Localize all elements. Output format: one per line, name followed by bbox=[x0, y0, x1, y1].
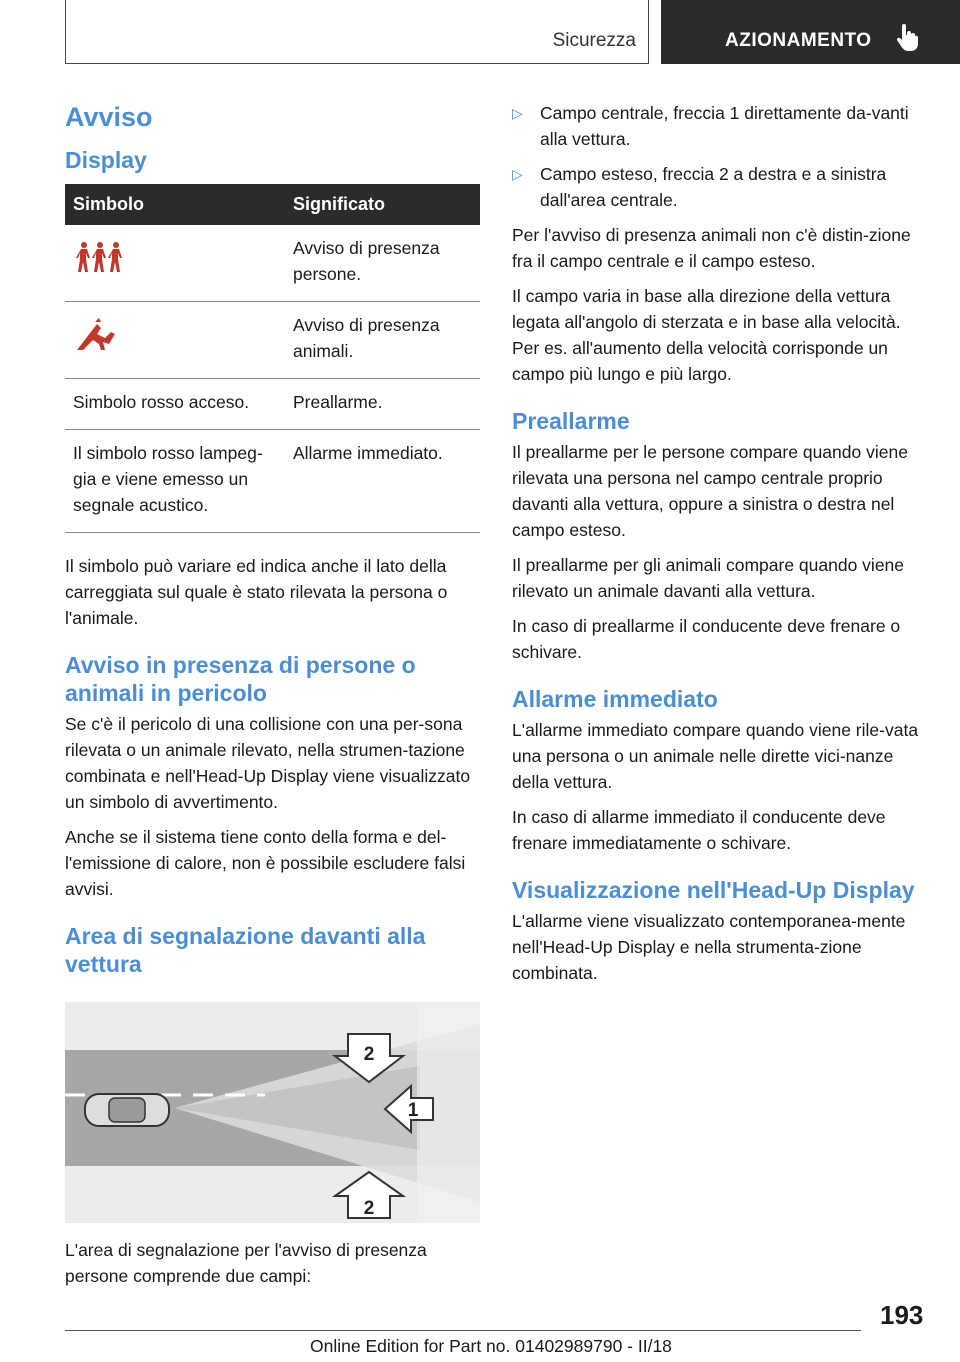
hud-heading: Visualizzazione nell'Head-Up Display bbox=[512, 877, 915, 903]
paragraph-hud: L'allarme viene visualizzato contemporanea-mente nell'Head-Up Display e nella strumenta-zione combinata. bbox=[512, 911, 906, 983]
prealarm-heading: Preallarme bbox=[512, 408, 630, 434]
table-cell-meaning: Avviso di presenza animali. bbox=[285, 302, 480, 379]
paragraph-false-alarms: Anche se il sistema tiene conto della forma e del-l'emissione di calore, non è possibile escludere falsi avvisi. bbox=[65, 827, 466, 899]
table-row bbox=[65, 379, 480, 430]
list-item: ▷ Campo centrale, freccia 1 direttamente da-vanti alla vettura. bbox=[512, 100, 926, 152]
chapter-tab-label: AZIONAMENTO bbox=[725, 30, 872, 51]
symbol-table bbox=[65, 184, 480, 533]
svg-text:2: 2 bbox=[363, 1044, 375, 1065]
table-cell-meaning: Allarme immediato. bbox=[285, 430, 480, 533]
immediate-alarm-heading: Allarme immediato bbox=[512, 686, 718, 712]
bullet-triangle-icon: ▷ bbox=[512, 166, 523, 182]
left-column bbox=[65, 100, 480, 1298]
paragraph-prealarm-action: In caso di preallarme il conducente deve frenare o schivare. bbox=[512, 616, 901, 662]
table-row bbox=[65, 302, 480, 379]
table-row bbox=[65, 430, 480, 533]
pointing-hand-icon bbox=[897, 24, 919, 52]
car-icon bbox=[85, 1094, 169, 1126]
paragraph-animal-field: Per l'avviso di presenza animali non c'è distin-zione fra il campo centrale e il campo esteso. bbox=[512, 225, 911, 271]
table-cell-symbol: Simbolo rosso acceso. bbox=[65, 379, 285, 430]
table-row bbox=[65, 225, 480, 302]
footer-edition: Online Edition for Part no. 01402989790 - II/18 bbox=[310, 1336, 672, 1356]
paragraph-symbol-info: Il simbolo può variare ed indica anche il lato della carreggiata sul quale è stato rilevata la persona o l'animale. bbox=[65, 556, 448, 628]
bullet-triangle-icon: ▷ bbox=[512, 105, 523, 121]
page-number: 193 bbox=[880, 1300, 924, 1330]
warning-area-heading: Area di segnalazione davanti alla vettura bbox=[65, 923, 426, 977]
table-header-symbol: Simbolo bbox=[65, 184, 285, 225]
header-section-box bbox=[65, 0, 649, 64]
table-cell-meaning: Preallarme. bbox=[285, 379, 480, 430]
paragraph-collision: Se c'è il pericolo di una collisione con una per-sona rilevata o un animale rilevato, nella strumen-tazione combinata e nell'Head-Up Display viene visualizzato un simbolo di avvertimento. bbox=[65, 714, 471, 812]
paragraph-immediate-action: In caso di allarme immediato il conducente deve frenare immediatamente o schivare. bbox=[512, 807, 886, 853]
paragraph-field-variation: Il campo varia in base alla direzione della vettura legata all'angolo di sterzata e in base alla velocità. Per es. all'aumento della velocità corrisponde un campo più lungo e più largo. bbox=[512, 286, 901, 384]
paragraph-prealarm-animals: Il preallarme per gli animali compare quando viene rilevato un animale davanti alla vettura. bbox=[512, 555, 905, 601]
warning-area-diagram bbox=[65, 1002, 480, 1223]
list-item: ▷ Campo esteso, freccia 2 a destra e a sinistra dall'area centrale. bbox=[512, 161, 926, 213]
paragraph-immediate-alarm: L'allarme immediato compare quando viene rile-vata una persona o un animale nelle dirette vici-nanze della vettura. bbox=[512, 720, 919, 792]
svg-text:1: 1 bbox=[407, 1100, 419, 1121]
table-header-meaning: Significato bbox=[285, 184, 480, 225]
chapter-tab[interactable] bbox=[661, 0, 960, 64]
footer-divider bbox=[65, 1330, 861, 1331]
display-heading: Display bbox=[65, 147, 147, 173]
danger-warning-heading: Avviso in presenza di persone o animali in pericolo bbox=[65, 652, 416, 706]
page-title: Avviso bbox=[65, 102, 153, 132]
table-cell-meaning: Avviso di presenza persone. bbox=[285, 225, 480, 302]
section-title: Sicurezza bbox=[552, 30, 636, 51]
animal-warning-icon bbox=[75, 318, 119, 352]
paragraph-prealarm-persons: Il preallarme per le persone compare quando viene rilevata una persona nel campo centrale proprio davanti alla vettura, oppure a sinistra o destra nel campo esteso. bbox=[512, 442, 908, 540]
pedestrian-warning-icon bbox=[75, 241, 125, 275]
paragraph-area-fields: L'area di segnalazione per l'avviso di presenza persone comprende due campi: bbox=[65, 1240, 427, 1286]
right-column bbox=[512, 100, 926, 995]
table-cell-symbol: Il simbolo rosso lampeg-gia e viene emesso un segnale acustico. bbox=[65, 430, 285, 533]
svg-text:2: 2 bbox=[363, 1198, 375, 1219]
